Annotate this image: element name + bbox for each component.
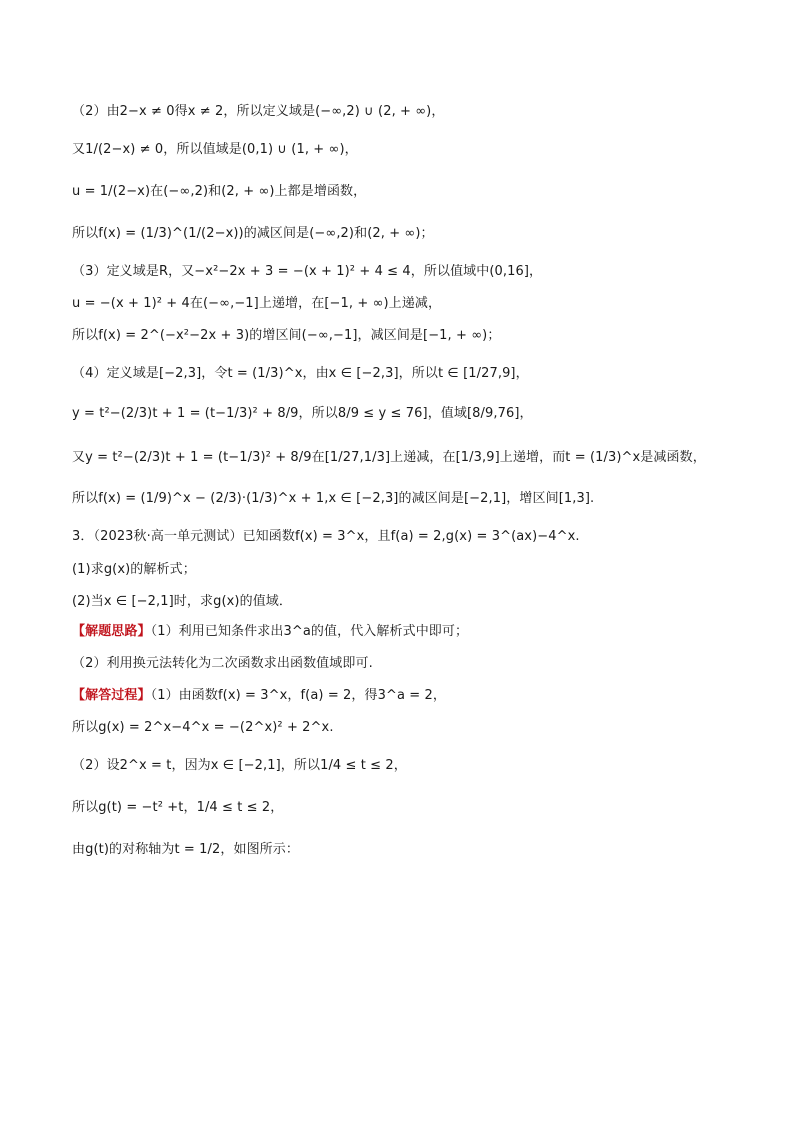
section-text: （1）利用已知条件求出3^a的值，代入解析式中即可；: [150, 624, 469, 639]
section-text: （1）由函数f(x) = 3^x，f(a) = 2，得3^a = 2，: [150, 688, 446, 703]
solution-part2-conclusion-line: 所以f(x) = (1/3)^(1/(2−x))的减区间是(−∞,2)和(2, + ∞)；: [72, 226, 434, 241]
problem-3-solution-line-5: 由g(t)的对称轴为t = 1/2，如图所示：: [72, 842, 299, 857]
problem-3-approach-line-2: （2）利用换元法转化为二次函数求出函数值域即可.: [72, 656, 373, 671]
solution-part2-range-line: 又1/(2−x) ≠ 0，所以值域是(0,1) ∪ (1, + ∞)，: [72, 142, 358, 157]
problem-3-question-1: (1)求g(x)的解析式；: [72, 562, 196, 577]
section-tag: 【解答过程】: [72, 688, 151, 703]
solution-part3-conclusion-line: 所以f(x) = 2^(−x²−2x + 3)的增区间(−∞,−1]，减区间是[−1, + ∞)；: [72, 328, 501, 343]
section-tag: 【解题思路】: [72, 624, 151, 639]
solution-part2-monotonic-line: u = 1/(2−x)在(−∞,2)和(2, + ∞)上都是增函数，: [72, 184, 367, 199]
problem-3-question-2: (2)当x ∈ [−2,1]时，求g(x)的值域．: [72, 594, 292, 609]
solution-part3-monotonic-line: u = −(x + 1)² + 4在(−∞,−1]上递增，在[−1, + ∞)上递减，: [72, 296, 442, 311]
problem-3-approach-line-1: [72, 622, 734, 642]
problem-3-solution-line-2: 所以g(x) = 2^x−4^x = −(2^x)² + 2^x.: [72, 720, 334, 735]
solution-part4-conclusion-line: 所以f(x) = (1/9)^x − (2/3)·(1/3)^x + 1,x ∈ [−2,3]的减区间是[−2,1]，增区间[1,3].: [72, 491, 595, 506]
problem-3-statement: 3．（2023秋·高一单元测试）已知函数f(x) = 3^x，且f(a) = 2,g(x) = 3^(ax)−4^x.: [72, 529, 580, 544]
problem-3-solution-line-1: [72, 686, 734, 706]
problem-3-solution-line-3: （2）设2^x = t，因为x ∈ [−2,1]，所以1/4 ≤ t ≤ 2，: [72, 758, 407, 773]
solution-part3-domain-line: （3）定义域是R，又−x²−2x + 3 = −(x + 1)² + 4 ≤ 4，所以值域中(0,16]，: [72, 264, 543, 279]
solution-part4-monotonic-line: 又y = t²−(2/3)t + 1 = (t−1/3)² + 8/9在[1/27,1/3]上递减，在[1/3,9]上递增，而t = (1/3)^x是减函数，: [72, 450, 706, 465]
problem-3-solution-line-4: 所以g(t) = −t² +t，1/4 ≤ t ≤ 2，: [72, 800, 284, 815]
solution-part4-substitution-line: （4）定义域是[−2,3]，令t = (1/3)^x，由x ∈ [−2,3]，所以t ∈ [1/27,9]，: [72, 366, 529, 381]
solution-part2-domain-line: （2）由2−x ≠ 0得x ≠ 2，所以定义域是(−∞,2) ∪ (2, + ∞)，: [72, 104, 445, 119]
solution-part4-range-line: y = t²−(2/3)t + 1 = (t−1/3)² + 8/9，所以8/9 ≤ y ≤ 76]，值域[8/9,76]，: [72, 406, 533, 421]
